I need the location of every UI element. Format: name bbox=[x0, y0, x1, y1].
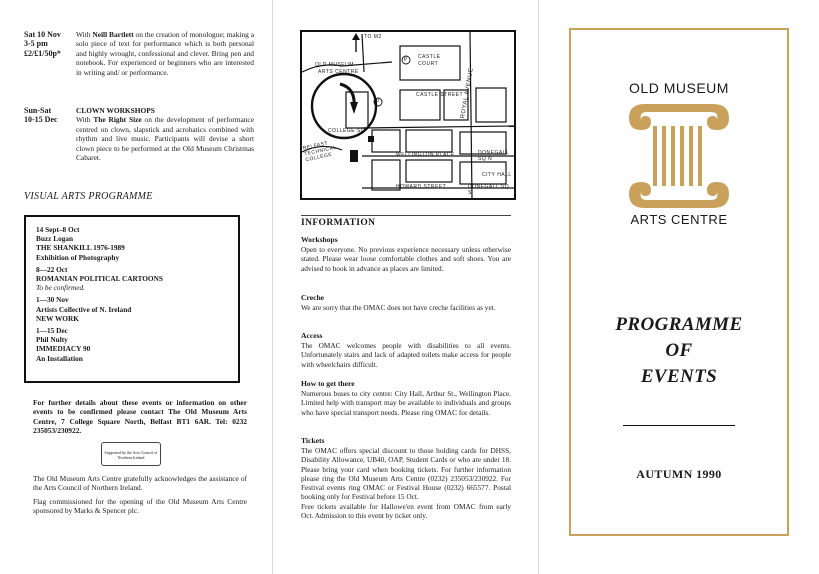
map-label-parking-1: P bbox=[404, 57, 408, 63]
info-directions-title: How to get there bbox=[301, 379, 355, 388]
map-label-belfast-tech: BELFAST TECHNICAL COLLEGE bbox=[302, 140, 337, 164]
map-label-city-hall: CITY HALL bbox=[482, 172, 512, 178]
info-tickets-text: The OMAC offers special discount to those holding cards for DHSS, Disability Allowance, UB40, OAP, Student Cards or who are under 18. Please bring your card when booking tickets. For further information please ring the Old Museum Arts Centre (0232) 235053/230922. For Festival events ring OMAC or Festival House (0232) 665577. Postal booking only for Festival before 15 Oct. Free tickets available for Hallowe'en event from OMAC from early Oct. Admission to this event by ticket only. bbox=[301, 446, 511, 521]
map-label-howard-street: HOWARD STREET bbox=[396, 184, 447, 190]
org-name-line1: OLD MUSEUM bbox=[629, 80, 729, 96]
map-label-royal-avenue: ROYAL AVENUE bbox=[460, 67, 475, 120]
info-directions-text: Numerous buses to city centre: City Hall, Arthur St., Wellington Place. Limited help with transport may be available to individuals and groups who have special transport needs. Please ring OMAC for details. bbox=[301, 389, 511, 417]
season-label: AUTUMN 1990 bbox=[636, 467, 722, 481]
va-item: 1—15 Dec Phil Nulty IMMEDIACY 90 An Installation bbox=[36, 326, 91, 363]
programme-title-line2: OF bbox=[665, 340, 693, 361]
acknowledgement: The Old Museum Arts Centre gratefully acknowledges the assistance of the Arts Council of Northern Ireland. bbox=[33, 474, 247, 493]
event-date-clown: Sun-Sat 10-15 Dec bbox=[24, 106, 58, 125]
programme-title-line3: EVENTS bbox=[640, 366, 718, 387]
location-map bbox=[300, 30, 516, 200]
event-date-bartlett: Sat 10 Nov 3-5 pm £2/£1/50p* bbox=[24, 30, 61, 58]
map-label-donegall-sq-s: DONEGALL SQ S bbox=[468, 184, 510, 196]
info-access-title: Access bbox=[301, 331, 323, 340]
map-label-arts-centre: ARTS CENTRE bbox=[318, 69, 359, 75]
cover-divider bbox=[623, 425, 735, 426]
map-label-parking-2: P bbox=[376, 99, 380, 105]
map-label-donegall-sq: DONEGALL SQ N bbox=[478, 150, 510, 162]
programme-title-line1: PROGRAMME bbox=[615, 314, 743, 335]
event-text-clown: CLOWN WORKSHOPS With The Right Size on the development of performance centred on clown, slapstick and acrobatics combined with rhythm and live music. Participants will devise a short clown piece to be performed at the Old Museum Christmas Cabaret. bbox=[76, 106, 254, 163]
va-item: 1—30 Nov Artists Collective of N. Ireland NEW WORK bbox=[36, 295, 132, 323]
map-label-castle-court: CASTLE COURT bbox=[418, 54, 441, 67]
info-rule bbox=[301, 215, 511, 216]
arts-council-logo: Supported by the Arts Council of Northern Ireland bbox=[101, 442, 161, 466]
flag-note: Flag commissioned for the opening of the Old Museum Arts Centre sponsored by Marks & Spencer plc. bbox=[33, 497, 247, 516]
visual-arts-box bbox=[24, 215, 240, 383]
map-label-old-museum: OLD MUSEUM bbox=[315, 62, 354, 68]
info-heading: INFORMATION bbox=[301, 218, 376, 228]
column-logo-icon bbox=[623, 100, 735, 212]
info-creche-text: We are sorry that the OMAC does not have creche facilities as yet. bbox=[301, 303, 496, 312]
org-name-line2: ARTS CENTRE bbox=[630, 212, 728, 227]
va-item: 8—22 Oct ROMANIAN POLITICAL CARTOONS To be confirmed. bbox=[36, 264, 163, 293]
map-label-castle-street: CASTLE STREET bbox=[416, 92, 464, 98]
visual-arts-title: VISUAL ARTS PROGRAMME bbox=[24, 191, 153, 202]
info-workshops-title: Workshops bbox=[301, 235, 338, 244]
map-label-to-m2: TO M2 bbox=[364, 34, 382, 40]
va-item: 14 Sept–8 Oct Buzz Logan THE SHANKILL 1976-1989 Exhibition of Photography bbox=[36, 225, 125, 262]
info-workshops-text: Open to everyone. No previous experience necessary unless otherwise stated. Please wear loose comfortable clothes and soft shoes. You are advised to book in advance as places are limited. bbox=[301, 245, 511, 273]
event-text-bartlett: With Neill Bartlett on the creation of monologue; making a solo piece of text for performance which is both personal and highly wrought, confessional and clever. Bring pen and notebook. For experienced or beginners who are interested in writing and/ or performance. bbox=[76, 30, 254, 77]
left-panel bbox=[0, 0, 272, 574]
middle-panel bbox=[272, 0, 539, 574]
info-creche-title: Creche bbox=[301, 293, 325, 302]
further-details: For further details about these events or information on other events to be confirmed please contact The Old Museum Arts Centre, 7 College Square North, Belfast BT1 6AR. Tel: 0232 235053/230922. bbox=[33, 398, 247, 436]
info-access-text: The OMAC welcomes people with disabilities to all events. Unfortunately stairs and lack of adapted toilets make access for people with wheelchairs difficult. bbox=[301, 341, 511, 369]
map-label-college-sq: COLLEGE SQ bbox=[328, 128, 366, 134]
info-tickets-title: Tickets bbox=[301, 436, 325, 445]
cover-panel bbox=[538, 0, 819, 574]
map-label-wellington-place: WELLINGTON PLACE bbox=[396, 152, 455, 158]
